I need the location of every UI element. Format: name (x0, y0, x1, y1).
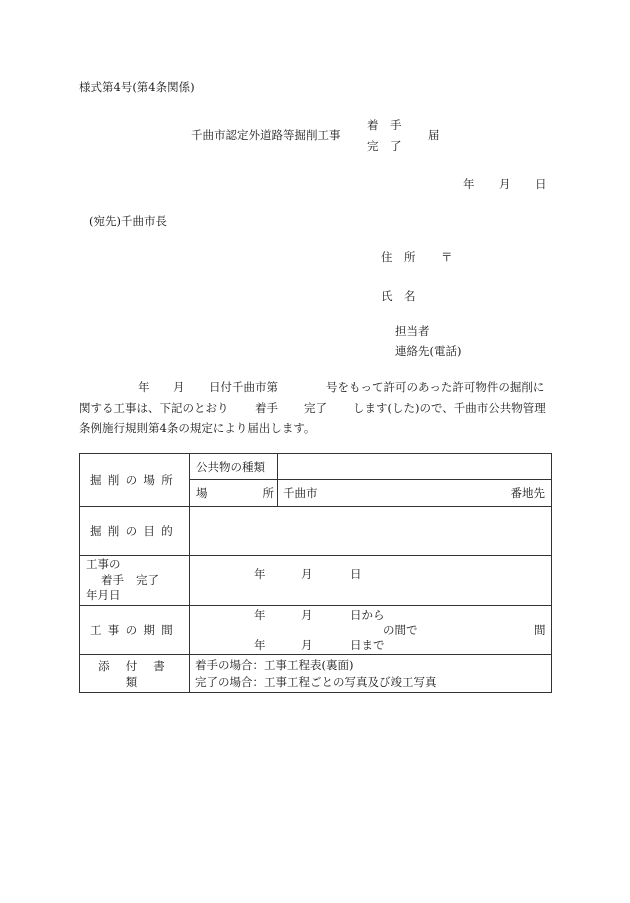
contact-phone-label: 連絡先(電話) (395, 344, 462, 358)
location-label: 掘削の場所 (80, 454, 190, 507)
body-line2-end: します(した)ので、千曲市公共物管理 (353, 401, 546, 415)
period-between: の間で (383, 623, 418, 637)
work-date-month: 月 (301, 567, 313, 581)
title-notice: 届 (428, 128, 440, 142)
form-number: 様式第4号(第4条関係) (79, 80, 195, 94)
work-date-value[interactable] (190, 556, 552, 606)
notification-table (79, 453, 552, 693)
period-label: 工事の期間 (80, 606, 190, 655)
work-date-label (80, 556, 190, 606)
period-value[interactable] (190, 606, 552, 655)
period-days: 間 (534, 623, 546, 637)
body-complete-option: 完了 (304, 401, 327, 415)
place-lot: 番地先 (510, 486, 545, 500)
body-line2-start: 関する工事は、下記のとおり (79, 401, 229, 415)
attachments-start: 着手の場合：工事工程表(裏面) (195, 657, 354, 672)
purpose-value[interactable] (190, 507, 552, 556)
place-label-a: 場 (196, 486, 208, 500)
body-permit-text: 号をもって許可のあった許可物件の掘削に (326, 380, 545, 394)
date-day: 日 (535, 177, 547, 191)
period-year-until: 年 (254, 638, 266, 652)
title-option-complete: 完 了 (367, 139, 402, 153)
period-year-from: 年 (254, 608, 266, 622)
facility-type-label: 公共物の種類 (190, 454, 278, 480)
addressee: (宛先)千曲市長 (89, 214, 167, 228)
attachments-label: 添付書類 (80, 655, 190, 693)
date-month: 月 (499, 177, 511, 191)
place-label-b: 所 (262, 486, 274, 500)
work-date-label-1: 工事の (86, 557, 121, 572)
work-date-start: 着手 (101, 572, 124, 587)
postal-mark: 〒 (441, 250, 453, 264)
form-title: 千曲市認定外道路等掘削工事 (191, 128, 341, 142)
work-date-day: 日 (350, 567, 362, 581)
body-date-ref: 日付千曲市第 (209, 380, 278, 394)
work-date-year: 年 (254, 567, 266, 581)
attachments-value (190, 655, 552, 693)
period-month-from: 月 (301, 608, 313, 622)
body-line3: 条例施行規則第4条の規定により届出します。 (79, 421, 316, 435)
purpose-label: 掘削の目的 (80, 507, 190, 556)
place-city: 千曲市 (283, 486, 318, 500)
body-month: 月 (173, 380, 185, 394)
date-year: 年 (463, 177, 475, 191)
work-date-label-3: 年月日 (86, 588, 121, 603)
title-option-start: 着 手 (367, 118, 402, 132)
address-label: 住 所 (381, 250, 416, 264)
facility-type-value[interactable] (278, 454, 552, 480)
period-month-until: 月 (301, 638, 313, 652)
name-label: 氏 名 (381, 289, 416, 303)
body-start-option: 着手 (255, 401, 278, 415)
attachments-complete: 完了の場合：工事工程ごとの写真及び竣工写真 (195, 674, 437, 689)
period-until: 日まで (350, 638, 385, 652)
period-from: 日から (350, 608, 385, 622)
work-date-complete: 完了 (136, 572, 159, 587)
place-value[interactable] (278, 480, 552, 507)
place-label (190, 480, 278, 507)
body-year: 年 (138, 380, 150, 394)
contact-person-label: 担当者 (395, 324, 430, 338)
